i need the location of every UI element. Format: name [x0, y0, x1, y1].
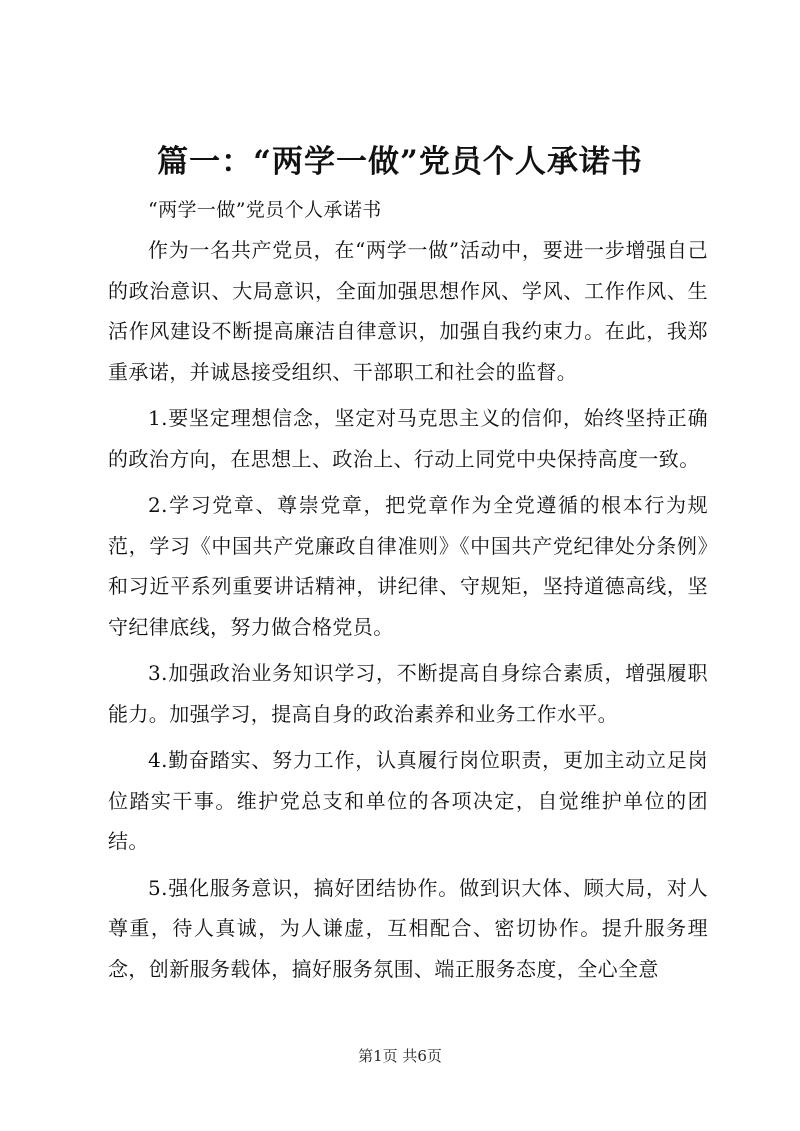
commitment-item-1: 1.要坚定理想信念，坚定对马克思主义的信仰，始终坚持正确的政治方向，在思想上、政治上、行动上同党中央保持高度一致。: [108, 406, 708, 471]
intro-paragraph: 作为一名共产党员，在“两学一做”活动中，要进一步增强自己的政治意识、大局意识，全面加强思想作风、学风、工作作风、生活作风建设不断提高廉洁自律意识，加强自我约束力。在此，我郑重承诺，并诚恳接受组织、干部职工和社会的监督。: [108, 238, 708, 384]
page-number-footer: 第1页 共6页: [358, 1047, 442, 1065]
commitment-item-3: 3.加强政治业务知识学习，不断提高自身综合素质，增强履职能力。加强学习，提高自身的政治素养和业务工作水平。: [108, 661, 708, 726]
document-body: [108, 190, 708, 995]
commitment-item-2: 2.学习党章、尊崇党章，把党章作为全党遵循的根本行为规范，学习《中国共产党廉政自律准则》《中国共产党纪律处分条例》和习近平系列重要讲话精神，讲纪律、守规矩，坚持道德高线，坚守纪律底线，努力做合格党员。: [108, 493, 708, 639]
commitment-item-5: 5.强化服务意识，搞好团结协作。做到识大体、顾大局，对人尊重，待人真诚，为人谦虚，互相配合、密切协作。提升服务理念，创新服务载体，搞好服务氛围、端正服务态度，全心全意: [108, 875, 708, 981]
document-subtitle: “两学一做”党员个人承诺书: [148, 199, 382, 221]
document-title: 篇一：“两学一做”党员个人承诺书: [157, 144, 643, 180]
commitment-item-4: 4.勤奋踏实、努力工作，认真履行岗位职责，更加主动立足岗位踏实干事。维护党总支和单位的各项决定，自觉维护单位的团结。: [108, 748, 708, 853]
